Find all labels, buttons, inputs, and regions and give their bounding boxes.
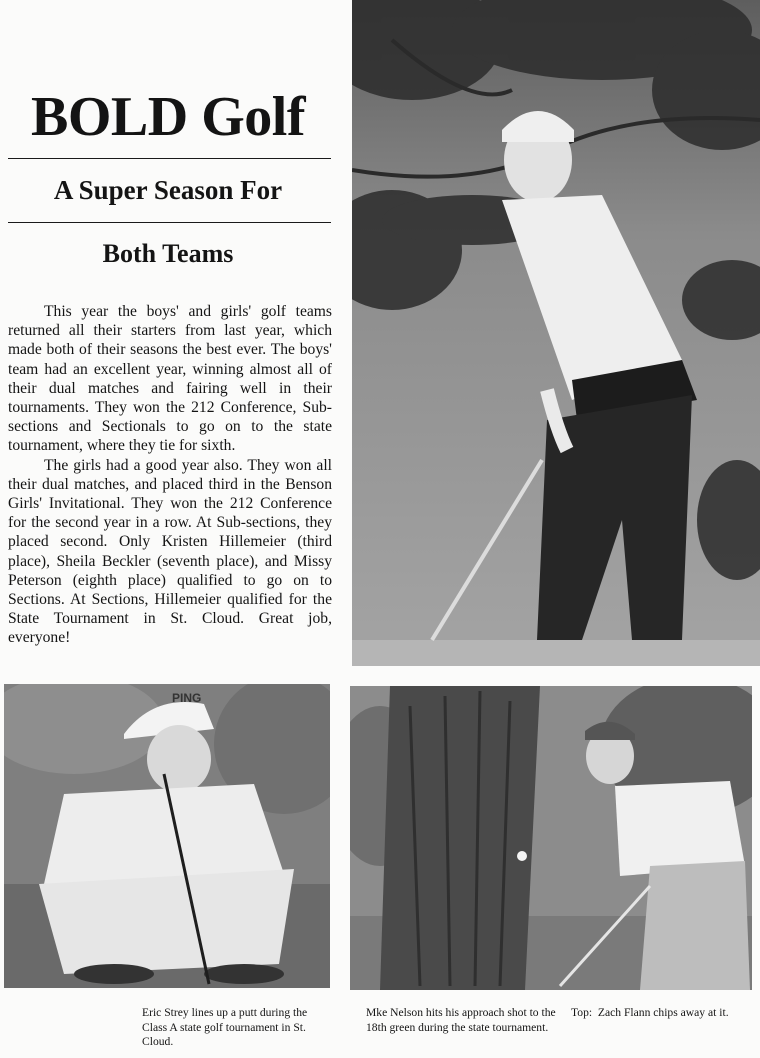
golfer-lining-up-putt-photo bbox=[4, 684, 330, 988]
caption-zach-flann: Top: Zach Flann chips away at it. bbox=[571, 1006, 729, 1019]
article-paragraph: The girls had a good year also. They won all their dual matches, and placed third in the Benson Girls' Invitational. They won the 212 Conference for the second year in a row. At Sub-sections, they placed second. Only Kristen Hillemeier (third place), Sheila Beckler (seventh place), and Missy Peterson (eighth place) qualified to go on to Sections. At Sections, Hillemeier qualified for the State Tournament in St. Cloud. Great job, everyone! bbox=[8, 456, 332, 647]
caption-mike-nelson: Mke Nelson hits his approach shot to the 18th green during the state tournament. bbox=[366, 1006, 556, 1034]
caption-eric-strey: Eric Strey lines up a putt during the Class A state golf tournament in St. Cloud. bbox=[142, 1006, 308, 1048]
title-divider-top bbox=[8, 158, 331, 159]
subtitle-line-1: A Super Season For bbox=[53, 175, 283, 205]
article-paragraph: This year the boys' and girls' golf teams returned all their starters from last year, which made both of their seasons the best ever. The boys' team had an excellent year, winning almost all of their dual matches and fairing well in their tournaments. They won the 212 Conference, Sub-sections and Sectionals to go on to the state tournament, where they tie for sixth. bbox=[8, 303, 332, 455]
golfer-approach-shot-photo bbox=[350, 686, 752, 990]
subtitle-line-2: Both Teams bbox=[102, 239, 234, 268]
page-title: BOLD Golf bbox=[31, 86, 305, 148]
golfer-chipping-photo bbox=[352, 0, 760, 666]
title-divider-middle bbox=[8, 222, 331, 223]
cap-logo-text: PING bbox=[172, 691, 202, 705]
article-body bbox=[8, 302, 332, 648]
